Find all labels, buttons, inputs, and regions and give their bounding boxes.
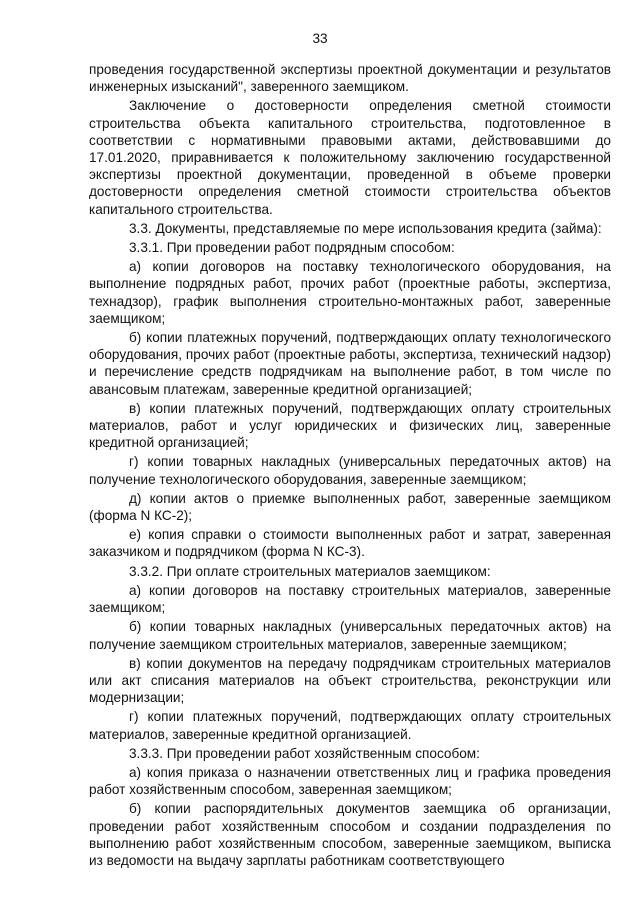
paragraph: в) копии платежных поручений, подтверждающих оплату строительных материалов, работ и услуг юридических и физических лиц, заверенные кредитной организацией;	[89, 400, 611, 451]
paragraph: а) копии договоров на поставку строительных материалов, заверенные заемщиком;	[89, 582, 611, 616]
paragraph: г) копии товарных накладных (универсальных передаточных актов) на получение технологического оборудования, заверенные заемщиком;	[89, 454, 611, 487]
paragraph: Заключение о достоверности определения сметной стоимости строительства объекта капитального строительства, подготовленное в соответствии с нормативными правовыми актами, действовавшими до 17.01.2020, приравнивается к положительному заключению государственной экспертизы проектной документации, проведенной в объеме проверки достоверности определения сметной стоимости строительства объектов капитального строительства.	[89, 98, 611, 217]
paragraph: б) копии распорядительных документов заемщика об организации, проведении работ хозяйственным способом и создании подразделения по выполнению работ хозяйственным способом, заверенные заемщиком, выписка из ведомости на выдачу зарплаты работникам соответствующего	[89, 801, 611, 868]
paragraph: а) копия приказа о назначении ответственных лиц и графика проведения работ хозяйственным способом, заверенная заемщиком;	[89, 764, 611, 798]
paragraph: в) копии документов на передачу подрядчикам строительных материалов или акт списания материалов на объект строительства, реконструкции или модернизации;	[89, 655, 611, 706]
paragraph: 3.3.1. При проведении работ подрядным способом:	[129, 240, 455, 256]
paragraph: б) копии платежных поручений, подтверждающих оплату технологического оборудования, прочих работ (проектные работы, экспертиза, технический надзор) и перечисление средств подрядчикам на выполнение работ, в том числе по авансовым платежам, заверенные кредитной организацией;	[89, 330, 611, 397]
paragraph: а) копии договоров на поставку технологического оборудования, на выполнение подрядных работ, прочих работ (проектные работы, экспертиза, технадзор), график выполнения строительно-монтажных работ, заверенные заемщиком;	[89, 259, 611, 326]
paragraph: проведения государственной экспертизы проектной документации и результатов инженерных изысканий", заверенного заемщиком.	[89, 62, 611, 95]
page-number: 33	[312, 31, 328, 46]
paragraph: е) копия справки о стоимости выполненных работ и затрат, заверенная заказчиком и подрядчиком (форма N КС-3).	[89, 527, 611, 560]
paragraph: д) копии актов о приемке выполненных работ, заверенные заемщиком (форма N КС-2);	[89, 490, 611, 524]
document-body	[89, 61, 611, 871]
paragraph: 3.3. Документы, представляемые по мере использования кредита (займа):	[129, 220, 602, 236]
paragraph: 3.3.2. При оплате строительных материалов заемщиком:	[129, 563, 491, 579]
paragraph: 3.3.3. При проведении работ хозяйственным способом:	[129, 745, 480, 761]
paragraph: б) копии товарных накладных (универсальных передаточных актов) на получение заемщиком строительных материалов, заверенные заемщиком;	[89, 619, 611, 652]
paragraph: г) копии платежных поручений, подтверждающих оплату строительных материалов, заверенные кредитной организацией.	[89, 709, 611, 742]
